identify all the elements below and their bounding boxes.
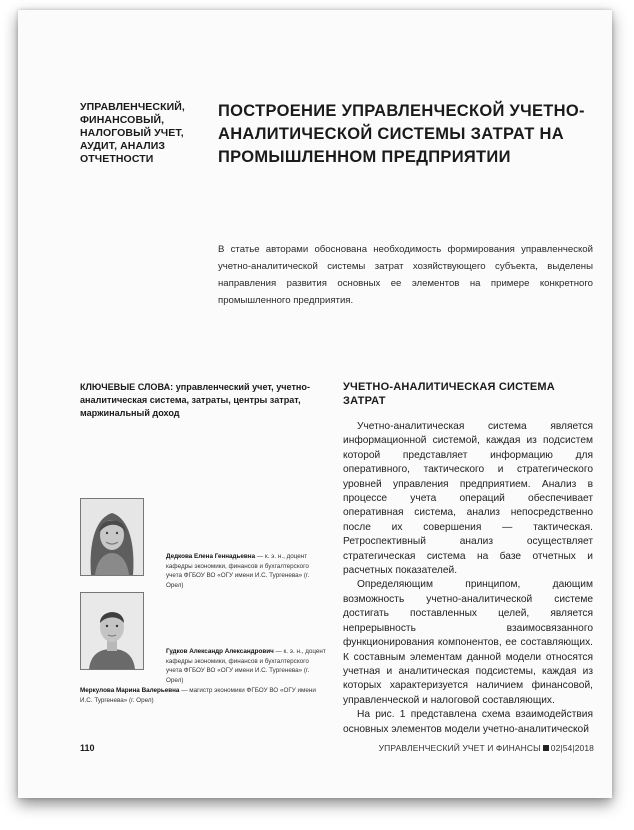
body-text — [343, 420, 593, 737]
section-heading: УЧЕТНО-АНАЛИТИЧЕСКАЯ СИСТЕМА ЗАТРАТ — [343, 381, 555, 407]
journal-footer — [379, 743, 594, 753]
author-photo-dedkova — [80, 498, 144, 576]
author-1 — [166, 552, 326, 590]
author-info: — магистр экономики ФГБОУ ВО «ОГУ имени И.С. Тургенева» (г. Орел) — [80, 687, 316, 704]
article-abstract: В статье авторами обоснована необходимость формирования управленческой учетно-аналитической системы затрат хозяйствующего субъекта, выделены направления развития основных ее элементов на примере конкретного промышленного предприятия. — [218, 244, 593, 306]
paragraph: Учетно-аналитическая система является информационной системой, каждая из подсистем которой представляет информацию для оперативного, тактического и стратегического уровней управления предприятием. Анализ в процессе учета операций обеспечивает оперативная система, анализ непосредственно после их совершения — тактическая. Ретроспективный анализ осуществляет стратегическая система на базе отчетных и расчетных показателей. — [343, 421, 593, 577]
journal-name: УПРАВЛЕНЧЕСКИЙ УЧЕТ И ФИНАНСЫ — [378, 743, 541, 753]
journal-issue: 02|54|2018 — [550, 743, 594, 753]
portrait-male — [81, 593, 143, 669]
section-rubric: УПРАВЛЕНЧЕСКИЙ, ФИНАНСОВЫЙ, НАЛОГОВЫЙ УЧЕТ, АУДИТ, АНАЛИЗ ОТЧЕТНОСТИ — [80, 101, 185, 165]
author-3 — [80, 686, 326, 705]
author-photo-gudkov — [80, 592, 144, 670]
author-name: Дедкова Елена Геннадьевна — [166, 553, 256, 560]
keywords: КЛЮЧЕВЫЕ СЛОВА: управленческий учет, учетно-аналитическая система, затраты, центры затрат, маржинальный доход — [80, 382, 311, 418]
paragraph: Определяющим принципом, дающим возможность учетно-аналитической системе достигать поставленных целей, является непрерывность взаимосвязанного функционирования компонентов, ее составляющих. К составным элементам данной модели относятся учетная и аналитическая подсистемы, каждая из которых характеризуется наличием финансовой, управленческой и налоговой составляющих. — [343, 579, 593, 706]
author-name: Меркулова Марина Валерьевна — [80, 687, 180, 694]
author-info: — к. э. н., доцент кафедры экономики, финансов и бухгалтерского учета ФГБОУ ВО «ОГУ имени И.С. Тургенева» (г. Орел) — [166, 553, 310, 589]
author-info: — к. э. н., доцент кафедры экономики, финансов и бухгалтерского учета ФГБОУ ВО «ОГУ имени И.С. Тургенева» (г. Орел) — [166, 648, 326, 684]
paragraph: На рис. 1 представлена схема взаимодействия основных элементов модели учетно-аналитической — [343, 709, 593, 735]
author-name: Гудков Александр Александрович — [166, 648, 274, 655]
author-2 — [166, 647, 326, 685]
square-bullet-icon — [543, 745, 549, 751]
portrait-female — [81, 499, 143, 575]
article-title: ПОСТРОЕНИЕ УПРАВЛЕНЧЕСКОЙ УЧЕТНО-АНАЛИТИЧЕСКОЙ СИСТЕМЫ ЗАТРАТ НА ПРОМЫШЛЕННОМ ПРЕДПРИЯТИИ — [218, 102, 585, 166]
page-number: 110 — [80, 743, 95, 753]
